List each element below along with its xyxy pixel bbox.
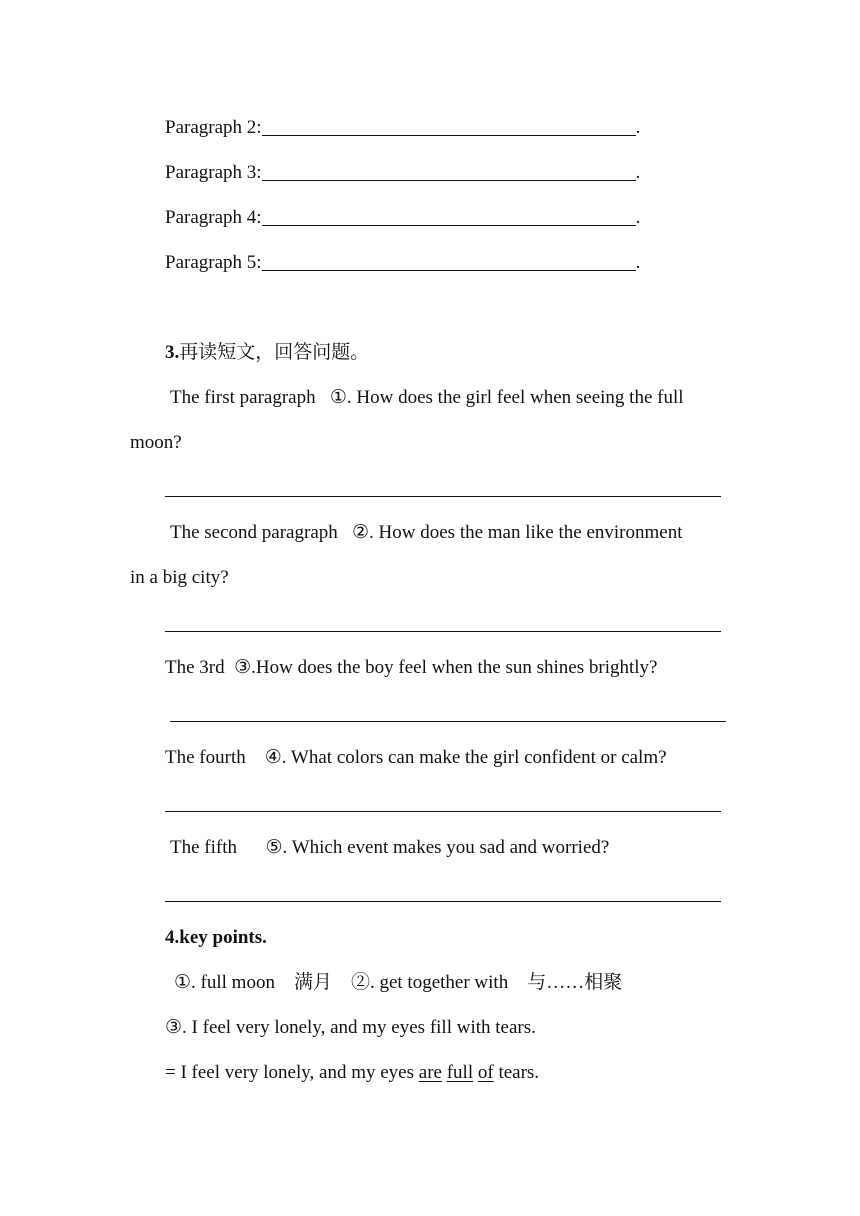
- section-3-heading: [165, 341, 369, 365]
- underlined-word: of: [477, 1062, 494, 1083]
- paragraph-5-row: [165, 251, 640, 275]
- paragraph-label: Paragraph 2:: [165, 117, 262, 138]
- question-1-continued: [130, 431, 182, 455]
- question-2-continued: [130, 566, 229, 590]
- answer-line-3[interactable]: [170, 721, 726, 722]
- period: .: [635, 117, 641, 138]
- answer-line-4[interactable]: [165, 811, 721, 812]
- question-text: ①. How does the girl feel when seeing the full: [329, 387, 684, 408]
- key-sentence-rewrite: [165, 1061, 539, 1085]
- answer-line-2[interactable]: [165, 631, 721, 632]
- period: .: [635, 162, 641, 183]
- answer-blank[interactable]: [262, 117, 636, 136]
- question-1: [170, 386, 684, 410]
- rewrite-suffix: tears.: [493, 1062, 540, 1083]
- period: .: [635, 207, 641, 228]
- question-lead: The fourth: [165, 747, 246, 768]
- section-number: 3.: [165, 342, 180, 363]
- key-point-row: [174, 971, 622, 995]
- section-4-heading: 4.key points.: [165, 927, 267, 948]
- paragraph-label: Paragraph 5:: [165, 252, 262, 273]
- question-text: ④. What colors can make the girl confident or calm?: [264, 747, 667, 768]
- underlined-word: full: [446, 1062, 474, 1083]
- key-point-zh: 与……相聚: [527, 972, 623, 993]
- key-point-en: ①. full moon: [174, 972, 275, 993]
- question-text-cont: moon?: [130, 432, 182, 453]
- question-lead: The 3rd: [165, 657, 225, 678]
- question-lead: The fifth: [170, 837, 238, 858]
- answer-blank[interactable]: [262, 252, 636, 271]
- paragraph-4-row: [165, 206, 640, 230]
- paragraph-2-row: [165, 116, 640, 140]
- question-text: ⑤. Which event makes you sad and worried?: [265, 837, 610, 858]
- question-text: ③.How does the boy feel when the sun shines brightly?: [234, 657, 658, 678]
- question-lead: The second paragraph: [170, 522, 338, 543]
- key-point-zh: 满月: [293, 972, 332, 993]
- underlined-word: are: [418, 1062, 442, 1083]
- answer-line-5[interactable]: [165, 901, 721, 902]
- paragraph-3-row: [165, 161, 640, 185]
- answer-blank[interactable]: [262, 162, 636, 181]
- question-lead: The first paragraph: [170, 387, 316, 408]
- paragraph-label: Paragraph 3:: [165, 162, 262, 183]
- question-2: [170, 521, 682, 545]
- answer-blank[interactable]: [262, 207, 636, 226]
- key-sentence: ③. I feel very lonely, and my eyes fill with tears.: [165, 1017, 536, 1038]
- question-text-cont: in a big city?: [130, 567, 229, 588]
- question-5: [170, 836, 609, 860]
- paragraph-label: Paragraph 4:: [165, 207, 262, 228]
- rewrite-prefix: = I feel very lonely, and my eyes: [165, 1062, 419, 1083]
- period: .: [635, 252, 641, 273]
- key-point-en: ②. get together with: [350, 972, 509, 993]
- answer-line-1[interactable]: [165, 496, 721, 497]
- question-3: [165, 656, 657, 680]
- section-title: 再读短文，回答问题。: [179, 342, 370, 363]
- question-4: [165, 746, 667, 770]
- question-text: ②. How does the man like the environment: [352, 522, 683, 543]
